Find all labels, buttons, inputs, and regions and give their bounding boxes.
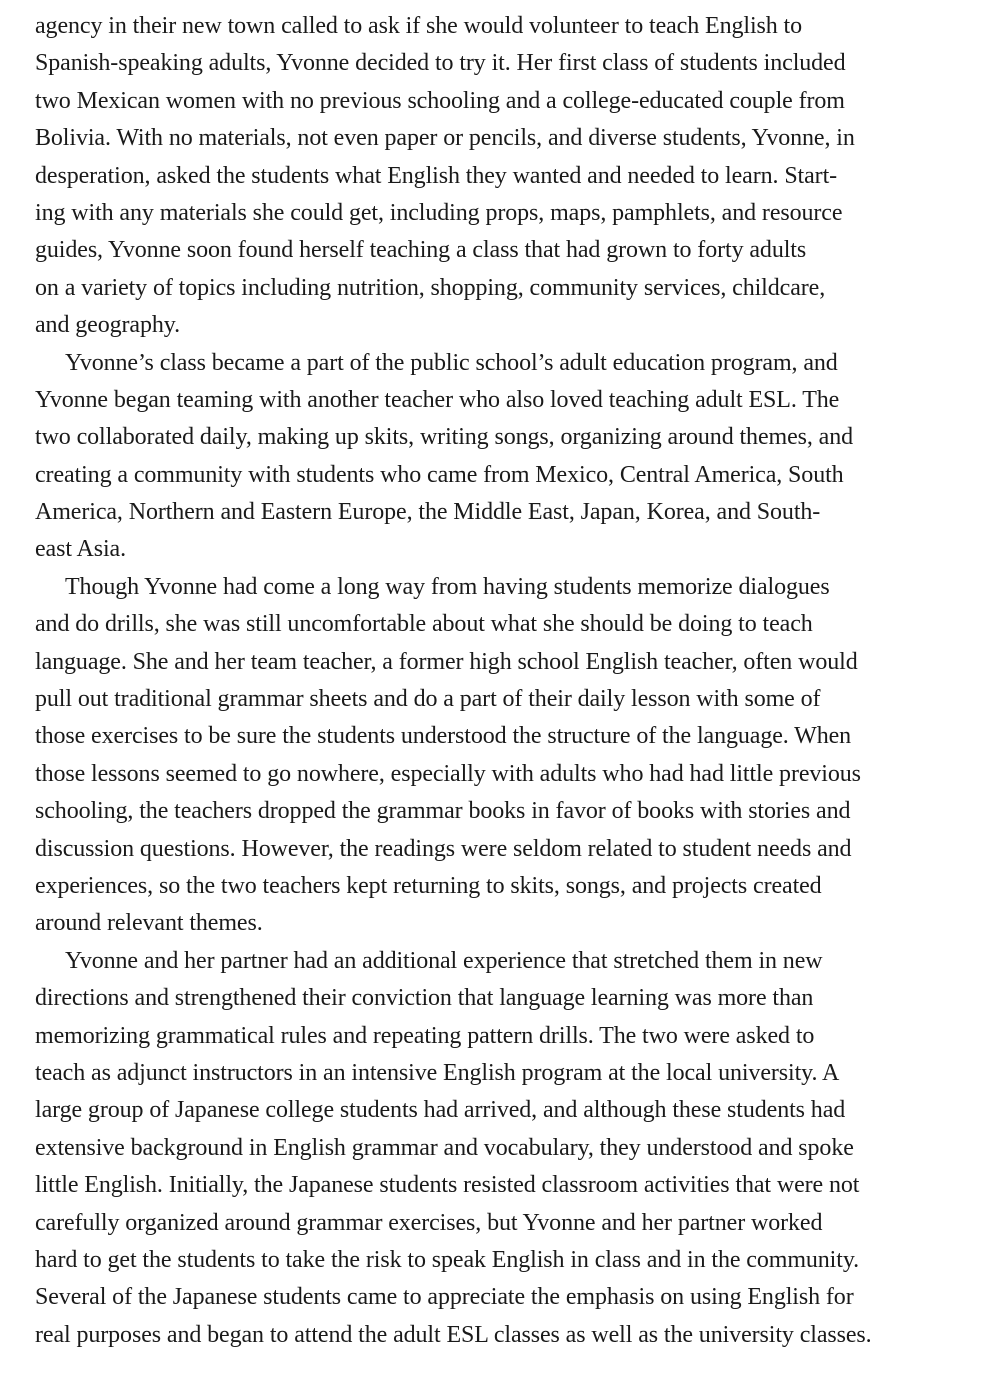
text-line: Spanish-speaking adults, Yvonne decided to try it. Her first class of students included [35, 50, 846, 77]
text-line-indented: Yvonne’s class became a part of the public school’s adult education program, and [65, 349, 838, 376]
text-line: east Asia. [35, 536, 126, 563]
paragraph-3 [35, 569, 945, 943]
text-line: Several of the Japanese students came to appreciate the emphasis on using English for [35, 1284, 854, 1311]
text-line: real purposes and began to attend the adult ESL classes as well as the university classes. [35, 1321, 872, 1348]
text-line: around relevant themes. [35, 910, 263, 937]
text-line: two collaborated daily, making up skits, writing songs, organizing around themes, and [35, 424, 854, 451]
text-line: ing with any materials she could get, including props, maps, pamphlets, and resource [35, 199, 843, 226]
paragraph-2 [35, 345, 945, 569]
text-line: Yvonne began teaming with another teacher who also loved teaching adult ESL. The [35, 386, 840, 413]
text-line: guides, Yvonne soon found herself teaching a class that had grown to forty adults [35, 237, 807, 264]
paragraph-1 [35, 8, 945, 345]
text-line-indented: Yvonne and her partner had an additional experience that stretched them in new [65, 947, 823, 974]
text-line: and geography. [35, 312, 180, 339]
text-line: hard to get the students to take the risk to speak English in class and in the community. [35, 1246, 860, 1273]
text-line: creating a community with students who came from Mexico, Central America, South [35, 461, 844, 488]
text-line: those exercises to be sure the students understood the structure of the language. When [35, 723, 852, 750]
text-line: agency in their new town called to ask if she would volunteer to teach English to [35, 13, 803, 39]
text-line: schooling, the teachers dropped the grammar books in favor of books with stories and [35, 798, 851, 825]
text-line-indented: Though Yvonne had come a long way from having students memorize dialogues [65, 573, 830, 600]
text-line: discussion questions. However, the readings were seldom related to student needs and [35, 835, 852, 862]
text-line: extensive background in English grammar and vocabulary, they understood and spoke [35, 1134, 854, 1161]
text-line: large group of Japanese college students had arrived, and although these students had [35, 1097, 846, 1124]
text-line: language. She and her team teacher, a former high school English teacher, often would [35, 648, 858, 675]
text-line: two Mexican women with no previous schooling and a college-educated couple from [35, 87, 845, 114]
paragraph-4 [35, 943, 945, 1354]
text-line: on a variety of topics including nutrition, shopping, community services, childcare, [35, 274, 826, 301]
text-line: experiences, so the two teachers kept returning to skits, songs, and projects created [35, 872, 822, 899]
text-line: carefully organized around grammar exercises, but Yvonne and her partner worked [35, 1209, 823, 1236]
text-line: those lessons seemed to go nowhere, especially with adults who had had little previous [35, 760, 861, 787]
text-line: pull out traditional grammar sheets and do a part of their daily lesson with some of [35, 686, 821, 713]
text-line: and do drills, she was still uncomfortable about what she should be doing to teach [35, 611, 813, 638]
text-line: little English. Initially, the Japanese students resisted classroom activities that were not [35, 1172, 860, 1199]
text-line: America, Northern and Eastern Europe, the Middle East, Japan, Korea, and South- [35, 499, 821, 526]
text-line: memorizing grammatical rules and repeating pattern drills. The two were asked to [35, 1022, 815, 1049]
text-line: teach as adjunct instructors in an intensive English program at the local university. A [35, 1059, 840, 1086]
document-page [35, 8, 945, 1354]
text-line: directions and strengthened their conviction that language learning was more than [35, 985, 814, 1012]
text-line: desperation, asked the students what English they wanted and needed to learn. Start- [35, 162, 838, 189]
text-line: Bolivia. With no materials, not even paper or pencils, and diverse students, Yvonne, in [35, 125, 855, 152]
